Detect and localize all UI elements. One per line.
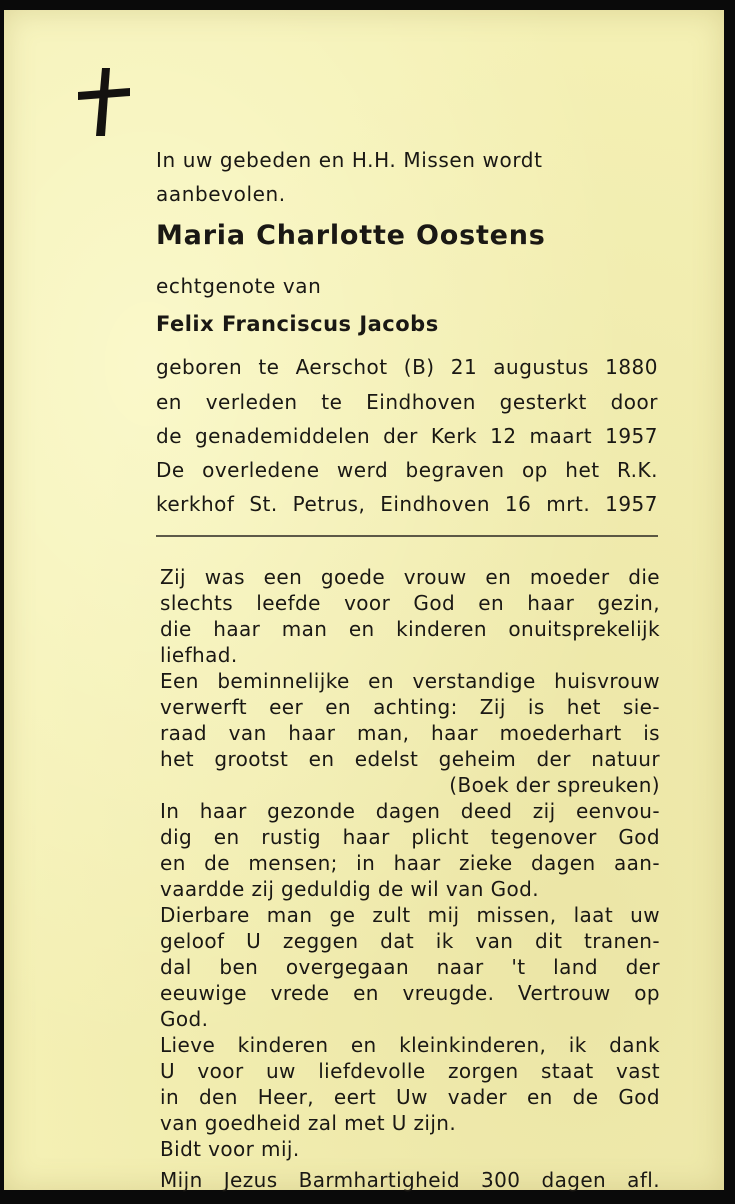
body-line-20: U voor uw liefdevolle zorgen staat vast <box>160 1059 660 1083</box>
body-line-21: in den Heer, eert Uw vader en de God <box>160 1085 660 1109</box>
body-line-17: eeuwige vrede en vreugde. Vertrouw op <box>160 981 660 1005</box>
cross-icon <box>74 62 134 142</box>
body-line-4: liefhad. <box>160 643 238 667</box>
indulgence-line: Mijn Jezus Barmhartigheid 300 dagen afl. <box>160 1168 660 1192</box>
body-line-23: Bidt voor mij. <box>160 1137 300 1161</box>
intro-line-1: In uw gebeden en H.H. Missen wordt <box>156 148 543 172</box>
body-line-6: verwerft eer en achting: Zij is het sie- <box>160 695 660 719</box>
body-line-11: dig en rustig haar plicht tegenover God <box>160 825 660 849</box>
memorial-card <box>4 10 724 1190</box>
spouse-name: Felix Franciscus Jacobs <box>156 312 439 336</box>
body-line-8: het grootst en edelst geheim der natuur <box>160 747 660 771</box>
detail-line-5: kerkhof St. Petrus, Eindhoven 16 mrt. 1957 <box>156 492 658 516</box>
detail-line-3: de genademiddelen der Kerk 12 maart 1957 <box>156 424 658 448</box>
body-line-5: Een beminnelijke en verstandige huisvrouw <box>160 669 660 693</box>
body-line-12: en de mensen; in haar zieke dagen aan- <box>160 851 660 875</box>
body-line-10: In haar gezonde dagen deed zij eenvou- <box>160 799 660 823</box>
deceased-name: Maria Charlotte Oostens <box>156 220 546 251</box>
body-line-14: Dierbare man ge zult mij missen, laat uw <box>160 903 660 927</box>
body-line-7: raad van haar man, haar moederhart is <box>160 721 660 745</box>
body-line-19: Lieve kinderen en kleinkinderen, ik dank <box>160 1033 660 1057</box>
body-line-3: die haar man en kinderen onuitsprekelijk <box>160 617 660 641</box>
divider <box>156 535 658 537</box>
detail-line-1: geboren te Aerschot (B) 21 augustus 1880 <box>156 355 658 379</box>
body-line-18: God. <box>160 1007 209 1031</box>
detail-line-4: De overledene werd begraven op het R.K. <box>156 458 658 482</box>
intro-line-2: aanbevolen. <box>156 182 286 206</box>
body-line-1: Zij was een goede vrouw en moeder die <box>160 565 660 589</box>
body-line-22: van goedheid zal met U zijn. <box>160 1111 457 1135</box>
detail-line-2: en verleden te Eindhoven gesterkt door <box>156 390 658 414</box>
spouse-prefix: echtgenote van <box>156 274 322 298</box>
body-line-15: geloof U zeggen dat ik van dit tranen- <box>160 929 660 953</box>
body-line-9: (Boek der spreuken) <box>449 773 660 797</box>
body-line-2: slechts leefde voor God en haar gezin, <box>160 591 660 615</box>
body-line-13: vaardde zij geduldig de wil van God. <box>160 877 539 901</box>
body-line-16: dal ben overgegaan naar 't land der <box>160 955 660 979</box>
